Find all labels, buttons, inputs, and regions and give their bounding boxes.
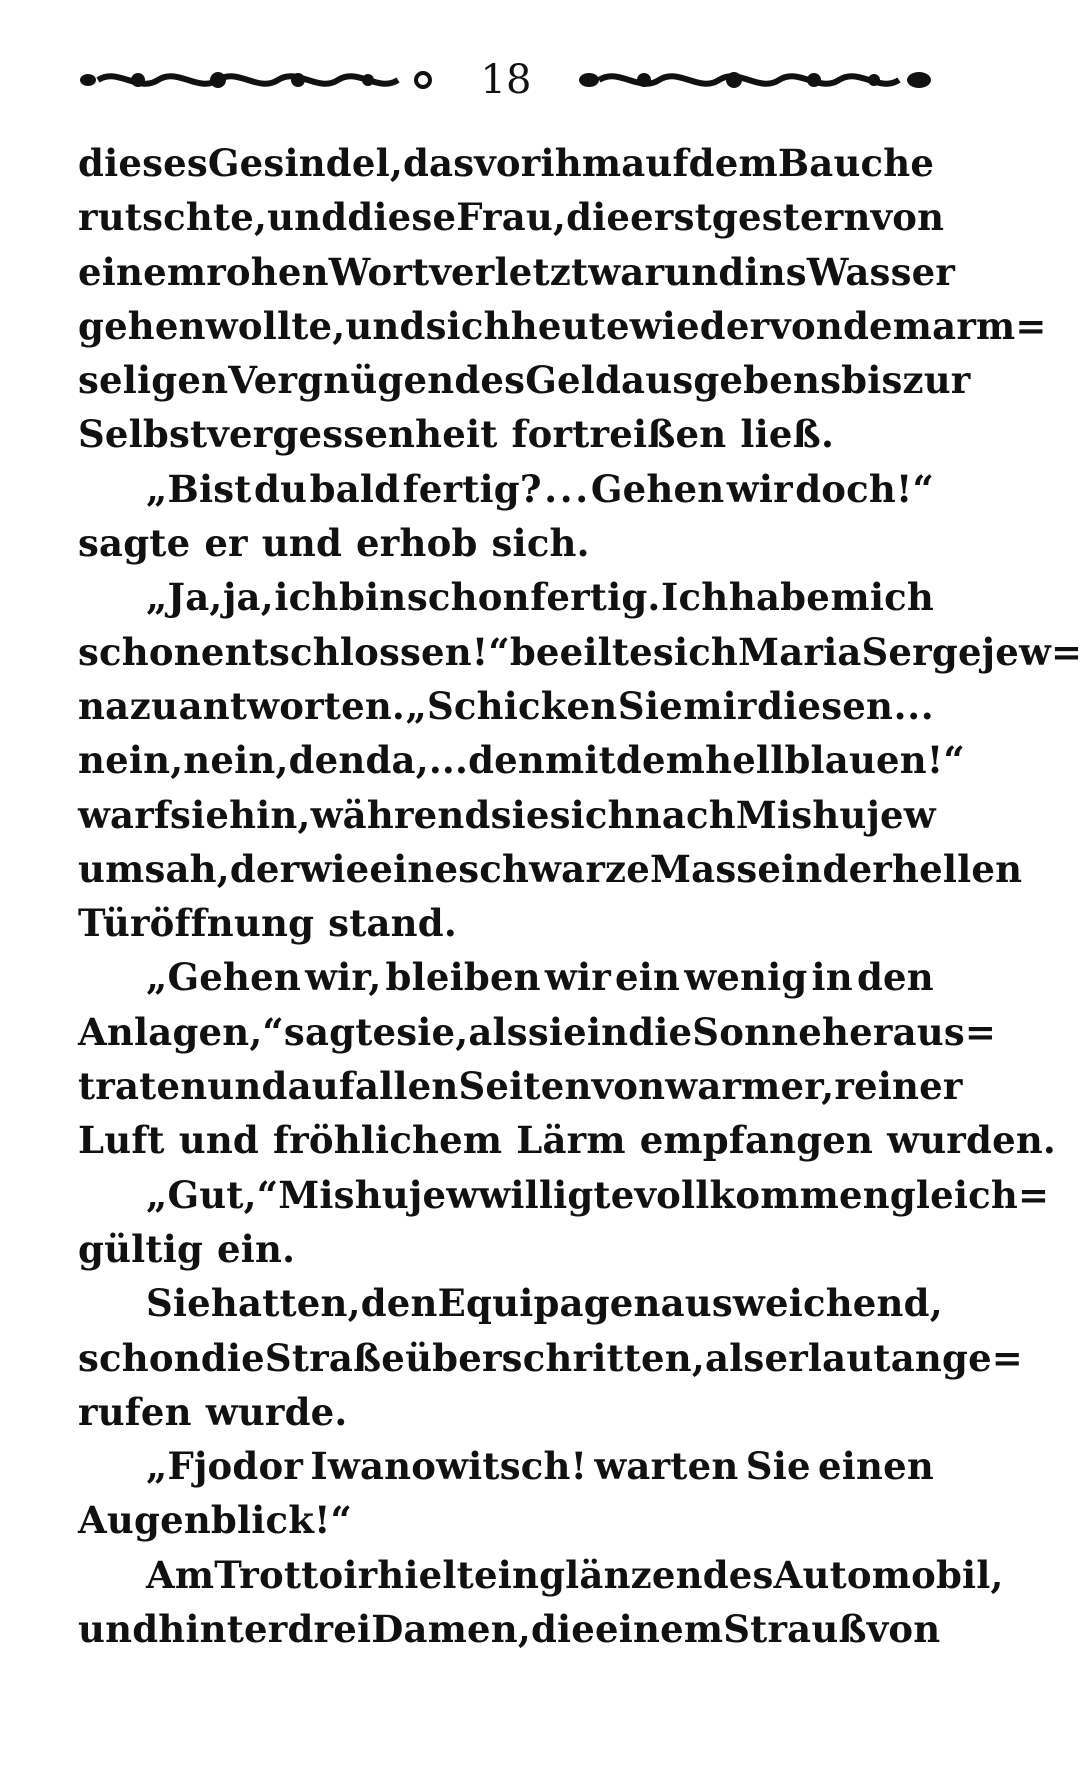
text-line: gehen wollte, und sich heute wieder von dem arm= [78, 303, 1047, 348]
text-line: rutschte, und diese Frau, die erst gestern von [78, 195, 945, 240]
text-line: na zu antworten. „Schicken Sie mir diesen . . . [78, 683, 934, 728]
text-line: schon die Straße überschritten, als er laut ange= [78, 1335, 1024, 1380]
text-line: Selbstvergessenheit fortreißen ließ. [78, 412, 835, 457]
left-ornament-icon [78, 65, 438, 95]
text-line: sagte er und erhob sich. [78, 521, 590, 566]
text-line: „Bist du bald fertig? . . . Gehen wir doch!“ [146, 466, 934, 511]
book-page [78, 40, 1082, 1656]
text-line: nein, nein, den da, . . . den mit dem hellblauen!“ [78, 738, 965, 783]
text-line: warf sie hin, während sie sich nach Mishujew [78, 792, 936, 837]
text-line: Augenblick!“ [78, 1498, 352, 1543]
right-ornament-icon [574, 65, 934, 95]
text-line: „Ja, ja, ich bin schon fertig. Ich habe mich [146, 575, 934, 620]
text-line: Luft und fröhlichem Lärm empfangen wurden. [78, 1118, 1056, 1163]
text-line: seligen Vergnügen des Geldausgebens bis zur [78, 358, 971, 403]
text-line: „Gut,“ Mishujew willigte vollkommen gleich= [146, 1172, 1050, 1217]
text-line: rufen wurde. [78, 1389, 348, 1434]
text-line: umsah, der wie eine schwarze Masse in der hellen [78, 846, 1023, 891]
text-line: und hinter drei Damen, die einem Strauß von [78, 1607, 941, 1652]
text-line: „Fjodor Iwanowitsch! warten Sie einen [146, 1444, 934, 1489]
text-line: „Gehen wir, bleiben wir ein wenig in den [146, 955, 934, 1000]
text-line: schon entschlossen!“ beeilte sich Maria Sergejew= [78, 629, 1082, 674]
page-body-text [78, 136, 1082, 1656]
text-line: Sie hatten, den Equipagen ausweichend, [146, 1281, 943, 1326]
text-line: einem rohen Wort verletzt war und ins Wasser [78, 249, 956, 294]
text-line: traten und auf allen Seiten von warmer, reiner [78, 1064, 963, 1109]
text-line: dieses Gesindel, das vor ihm auf dem Bauche [78, 141, 935, 185]
page-number: 18 [480, 57, 532, 103]
text-line: gültig ein. [78, 1226, 296, 1271]
text-line: Am Trottoir hielt ein glänzendes Automobil, [146, 1552, 1004, 1597]
text-line: Türöffnung stand. [78, 901, 457, 946]
text-line: Anlagen,“ sagte sie, als sie in die Sonne heraus= [78, 1009, 997, 1054]
page-header [78, 40, 934, 120]
